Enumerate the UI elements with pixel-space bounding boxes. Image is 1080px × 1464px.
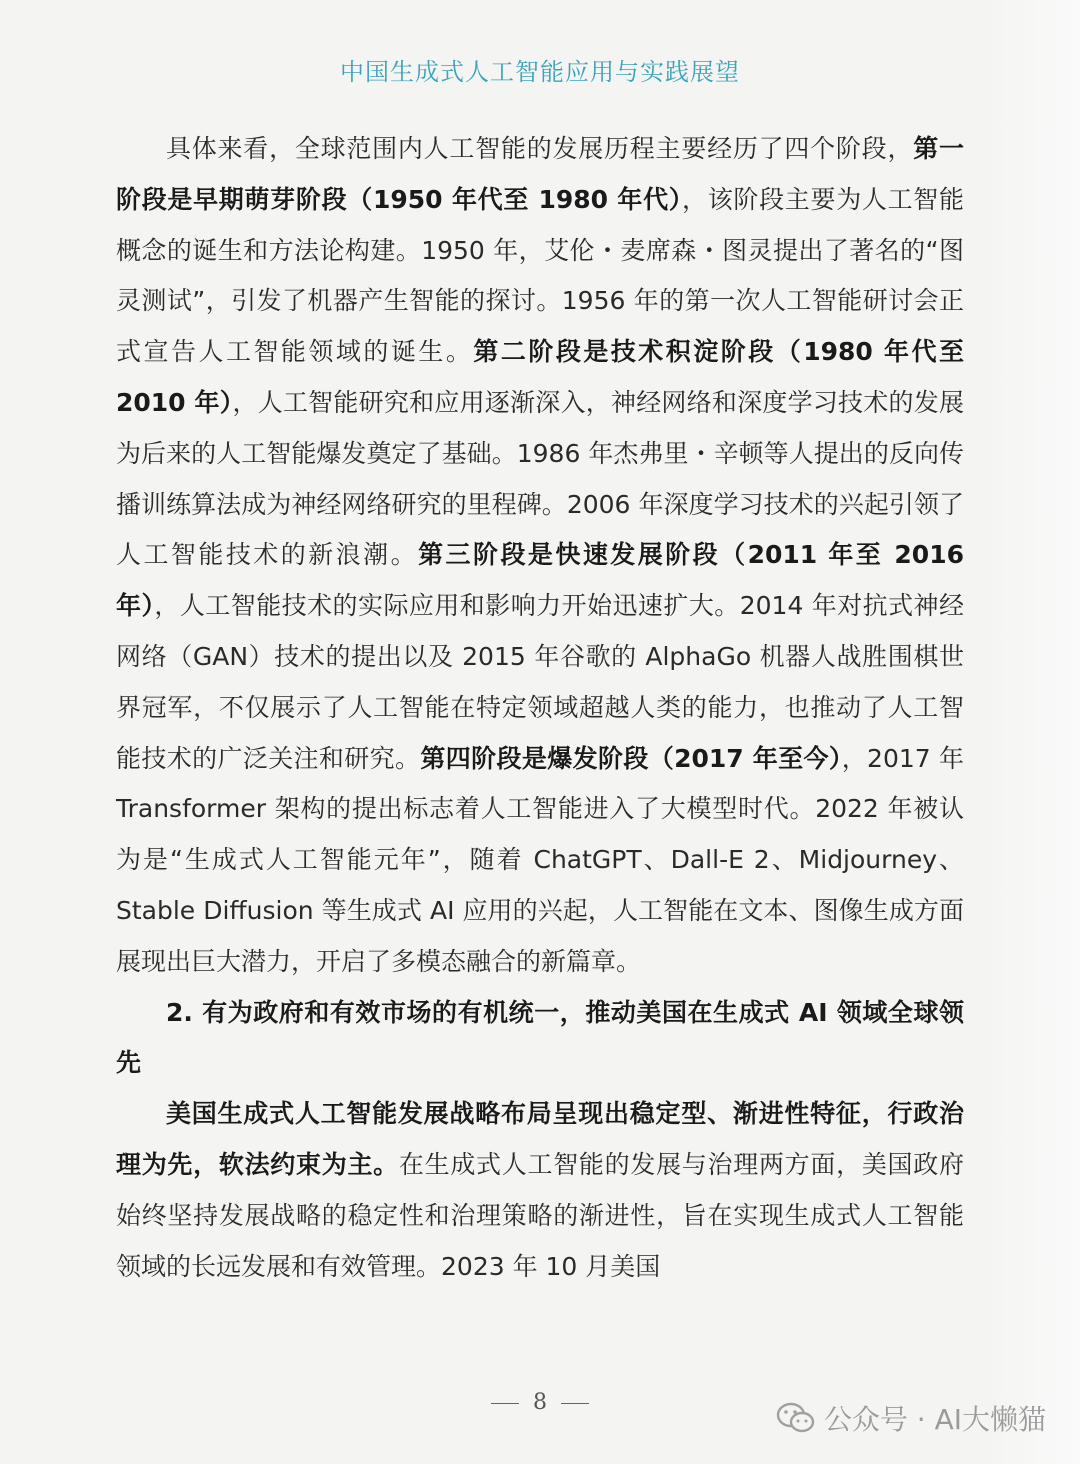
- wechat-icon: [776, 1401, 816, 1435]
- text-run: ，人工智能研究和应用逐渐深入，神经网络和深度学习技术的发展为后来的人工智能爆发奠定了基础。1986 年杰弗里・辛顿等人提出的反向传播训练算法成为神经网络研究的里程碑。2006 年深度学习技术的兴起引领了人工智能技术的新浪潮。: [116, 387, 964, 570]
- bold-text: 第四阶段是爆发阶段（2017 年至今）: [420, 743, 842, 773]
- text-run: 具体来看，全球范围内人工智能的发展历程主要经历了四个阶段，: [166, 134, 914, 163]
- bold-text: 2. 有为政府和有效市场的有机统一，推动美国在生成式 AI 领域全球领先: [116, 997, 964, 1078]
- bold-text: 第二阶段是技术积淀阶段（1980 年代至 2010 年）: [116, 337, 964, 417]
- running-header: 中国生成式人工智能应用与实践展望: [340, 58, 740, 86]
- bold-text: 第一阶段是早期萌芽阶段（1950 年代至 1980 年代）: [116, 134, 964, 214]
- footer-dash-right: [561, 1403, 589, 1404]
- section-heading: [116, 988, 964, 1090]
- bold-text: 美国生成式人工智能发展战略布局呈现出稳定型、渐进性特征，行政治理为先，软法约束为主。: [116, 1099, 964, 1179]
- paragraph: [116, 1089, 964, 1292]
- page-number: 8: [533, 1390, 547, 1415]
- text-run: ，该阶段主要为人工智能概念的诞生和方法论构建。1950 年，艾伦・麦席森・图灵提出了著名的“图灵测试”，引发了机器产生智能的探讨。1956 年的第一次人工智能研讨会正式宣告人工智能领域的诞生。: [116, 184, 964, 367]
- paragraph: [116, 124, 964, 988]
- page-edge: [980, 0, 1080, 1464]
- body-text: [116, 124, 964, 1292]
- watermark: [776, 1398, 1046, 1438]
- watermark-text: 公众号 · AI大懒猫: [823, 1403, 1046, 1436]
- text-run: 在生成式人工智能的发展与治理两方面，美国政府始终坚持发展战略的稳定性和治理策略的渐进性，旨在实现生成式人工智能领域的长远发展和有效管理。2023 年 10 月美国: [116, 1149, 964, 1281]
- footer-dash-left: [491, 1403, 519, 1404]
- bold-text: 第三阶段是快速发展阶段（2011 年至 2016 年）: [116, 540, 964, 621]
- text-run: ，人工智能技术的实际应用和影响力开始迅速扩大。2014 年对抗式神经网络（GAN）技术的提出以及 2015 年谷歌的 AlphaGo 机器人战胜围棋世界冠军，不仅展示了人工智能在特定领域超越人类的能力，也推动了人工智能技术的广泛关注和研究。: [116, 591, 964, 773]
- text-run: ，2017 年 Transformer 架构的提出标志着人工智能进入了大模型时代。2022 年被认为是“生成式人工智能元年”，随着 ChatGPT、Dall-E 2、Midjourney、Stable Diffusion 等生成式 AI 应用的兴起，人工智能在文本、图像生成方面展现出巨大潜力，开启了多模态融合的新篇章。: [116, 743, 964, 976]
